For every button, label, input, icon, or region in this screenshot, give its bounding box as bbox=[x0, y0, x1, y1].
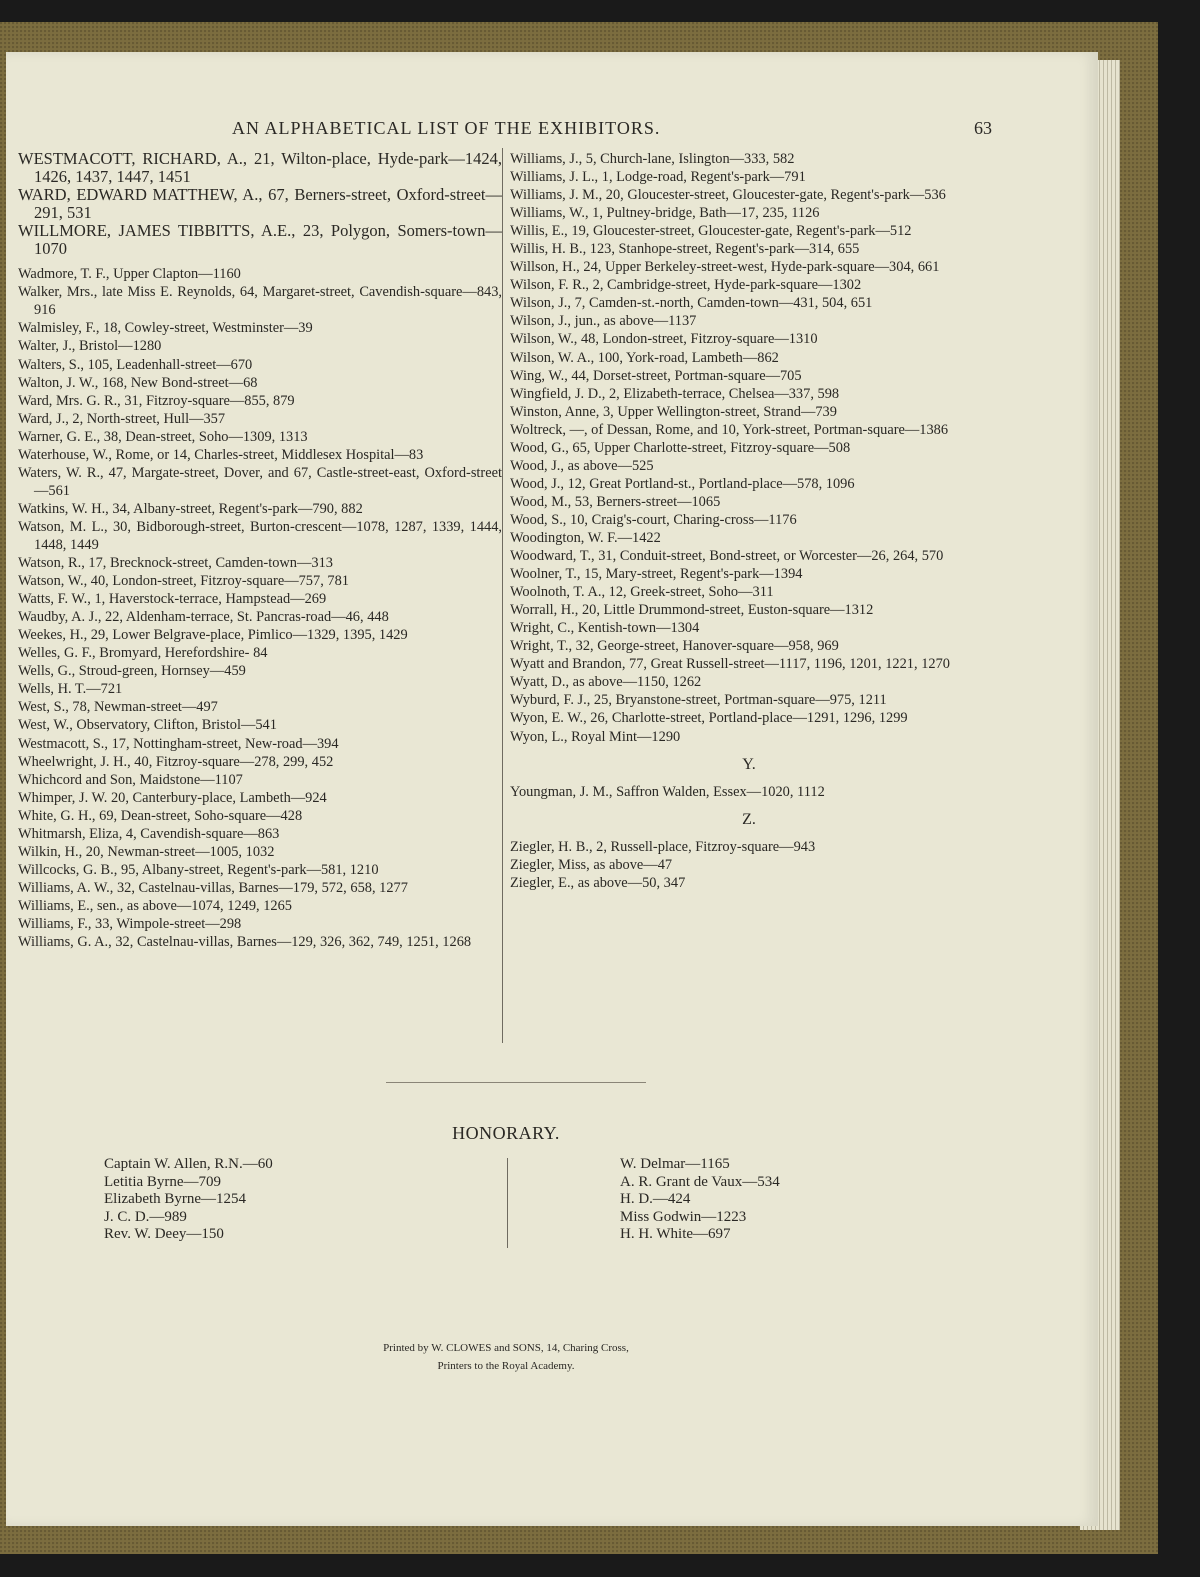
exhibitor-entry: Williams, G. A., 32, Castelnau-villas, Barnes—129, 326, 362, 749, 1251, 1268 bbox=[18, 934, 472, 951]
exhibitor-entry: Wells, G., Stroud-green, Hornsey—459 bbox=[18, 663, 246, 680]
exhibitor-entry: Worrall, H., 20, Little Drummond-street, Euston-square—1312 bbox=[510, 602, 874, 619]
honorary-entry: Elizabeth Byrne—1254 bbox=[104, 1191, 247, 1207]
exhibitor-entry: Youngman, J. M., Saffron Walden, Essex—1020, 1112 bbox=[510, 783, 825, 800]
exhibitor-entry: Westmacott, S., 17, Nottingham-street, New-road—394 bbox=[18, 735, 339, 752]
exhibitor-entry: Willson, H., 24, Upper Berkeley-street-west, Hyde-park-square—304, 661 bbox=[510, 259, 940, 276]
exhibitor-entry: Wyon, E. W., 26, Charlotte-street, Portland-place—1291, 1296, 1299 bbox=[510, 710, 908, 727]
exhibitor-entry: Walton, J. W., 168, New Bond-street—68 bbox=[18, 374, 258, 391]
exhibitor-entry: Williams, A. W., 32, Castelnau-villas, Barnes—179, 572, 658, 1277 bbox=[18, 879, 408, 896]
exhibitor-entry: Williams, J., 5, Church-lane, Islington—333, 582 bbox=[510, 151, 795, 167]
honorary-entry: Captain W. Allen, R.N.—60 bbox=[104, 1156, 273, 1172]
exhibitor-entry: Wyon, L., Royal Mint—1290 bbox=[510, 728, 681, 745]
honorary-left-list bbox=[104, 1156, 464, 1244]
honorary-title: HONORARY. bbox=[452, 1123, 560, 1143]
exhibitor-entry: Williams, F., 33, Wimpole-street—298 bbox=[18, 915, 242, 932]
imprint-line-2: Printers to the Royal Academy. bbox=[437, 1360, 575, 1372]
exhibitor-entry: Willis, E., 19, Gloucester-street, Gloucester-gate, Regent's-park—512 bbox=[510, 223, 912, 240]
right-column bbox=[510, 150, 988, 892]
exhibitor-entry: Ward, J., 2, North-street, Hull—357 bbox=[18, 410, 226, 427]
exhibitor-entry: Walter, J., Bristol—1280 bbox=[18, 338, 162, 355]
exhibitor-entry: White, G. H., 69, Dean-street, Soho-square—428 bbox=[18, 807, 303, 824]
exhibitor-entry: West, W., Observatory, Clifton, Bristol—541 bbox=[18, 717, 277, 734]
imprint-line-1: Printed by W. CLOWES and SONS, 14, Charing Cross, bbox=[383, 1342, 629, 1354]
section-letter-z: Z. bbox=[742, 810, 756, 828]
exhibitor-entry: Williams, E., sen., as above—1074, 1249, 1265 bbox=[18, 897, 293, 914]
exhibitor-entry: WARD, EDWARD MATTHEW, A., 67, Berners-street, Oxford-street—291, 531 bbox=[18, 185, 502, 223]
exhibitor-entry: Wells, H. T.—721 bbox=[18, 681, 123, 698]
exhibitor-entry: Wyburd, F. J., 25, Bryanstone-street, Portman-square—975, 1211 bbox=[510, 692, 887, 709]
exhibitor-entry: Watson, W., 40, London-street, Fitzroy-square—757, 781 bbox=[18, 573, 349, 590]
exhibitor-entry: Wyatt and Brandon, 77, Great Russell-street—1117, 1196, 1201, 1221, 1270 bbox=[510, 656, 950, 673]
entry-gap bbox=[18, 258, 502, 265]
honorary-entry: Rev. W. Deey—150 bbox=[104, 1226, 224, 1242]
exhibitor-entry: Wood, J., as above—525 bbox=[510, 457, 654, 474]
exhibitor-entry: Whitmarsh, Eliza, 4, Cavendish-square—863 bbox=[18, 825, 280, 842]
exhibitor-entry: Woodington, W. F.—1422 bbox=[510, 529, 661, 546]
book-page bbox=[6, 52, 1098, 1526]
exhibitor-entry: Ward, Mrs. G. R., 31, Fitzroy-square—855, 879 bbox=[18, 392, 295, 409]
exhibitor-entry: Watson, M. L., 30, Bidborough-street, Burton-crescent—1078, 1287, 1339, 1444, 1448, 1449 bbox=[18, 518, 502, 553]
exhibitor-entry: Wright, C., Kentish-town—1304 bbox=[510, 620, 700, 637]
exhibitor-entry: Wadmore, T. F., Upper Clapton—1160 bbox=[18, 266, 241, 283]
honorary-entry: Miss Godwin—1223 bbox=[620, 1208, 747, 1225]
left-column bbox=[18, 150, 502, 951]
exhibitor-entry: Willcocks, G. B., 95, Albany-street, Regent's-park—581, 1210 bbox=[18, 861, 379, 878]
exhibitor-entry: Woltreck, —, of Dessan, Rome, and 10, York-street, Portman-square—1386 bbox=[510, 421, 949, 438]
exhibitor-entry: Watts, F. W., 1, Haverstock-terrace, Hampstead—269 bbox=[18, 591, 327, 608]
exhibitor-entry: Williams, J. M., 20, Gloucester-street, Gloucester-gate, Regent's-park—536 bbox=[510, 187, 946, 204]
exhibitor-entry: Wilson, W. A., 100, York-road, Lambeth—862 bbox=[510, 349, 779, 366]
exhibitor-entry: Winston, Anne, 3, Upper Wellington-street, Strand—739 bbox=[510, 403, 837, 420]
page-title: AN ALPHABETICAL LIST OF THE EXHIBITORS. bbox=[232, 118, 661, 138]
column-divider bbox=[502, 148, 503, 1043]
exhibitor-entry: Ziegler, E., as above—50, 347 bbox=[510, 874, 686, 891]
honorary-entry: W. Delmar—1165 bbox=[620, 1156, 730, 1172]
exhibitor-entry: Walker, Mrs., late Miss E. Reynolds, 64, Margaret-street, Cavendish-square—843, 916 bbox=[18, 284, 502, 319]
exhibitor-entry: Wingfield, J. D., 2, Elizabeth-terrace, Chelsea—337, 598 bbox=[510, 385, 840, 402]
exhibitor-entry: Ziegler, H. B., 2, Russell-place, Fitzroy-square—943 bbox=[510, 838, 816, 855]
page-number: 63 bbox=[974, 118, 992, 138]
exhibitor-entry: Walters, S., 105, Leadenhall-street—670 bbox=[18, 356, 253, 373]
exhibitor-entry: Wright, T., 32, George-street, Hanover-square—958, 969 bbox=[510, 638, 839, 655]
honorary-entry: A. R. Grant de Vaux—534 bbox=[620, 1173, 780, 1190]
exhibitor-entry: Warner, G. E., 38, Dean-street, Soho—1309, 1313 bbox=[18, 428, 308, 445]
printer-imprint bbox=[6, 1339, 1006, 1375]
section-y-entries bbox=[510, 783, 988, 801]
exhibitor-entry: Watson, R., 17, Brecknock-street, Camden-town—313 bbox=[18, 555, 333, 572]
exhibitor-entry: Woodward, T., 31, Conduit-street, Bond-street, or Worcester—26, 264, 570 bbox=[510, 548, 944, 565]
exhibitor-entry: Welles, G. F., Bromyard, Herefordshire- 84 bbox=[18, 645, 268, 662]
exhibitor-entry: Wilson, F. R., 2, Cambridge-street, Hyde-park-square—1302 bbox=[510, 277, 862, 294]
honorary-entry: H. D.—424 bbox=[620, 1191, 691, 1207]
exhibitor-entry: Wyatt, D., as above—1150, 1262 bbox=[510, 674, 702, 691]
honorary-entry: J. C. D.—989 bbox=[104, 1208, 187, 1225]
exhibitor-entry: Williams, W., 1, Pultney-bridge, Bath—17, 235, 1126 bbox=[510, 205, 820, 222]
exhibitor-entry: Walmisley, F., 18, Cowley-street, Westminster—39 bbox=[18, 320, 313, 337]
exhibitor-entry: Whichcord and Son, Maidstone—1107 bbox=[18, 771, 243, 788]
exhibitor-entry: WILLMORE, JAMES TIBBITTS, A.E., 23, Polygon, Somers-town—1070 bbox=[18, 221, 502, 259]
exhibitor-entry: Wood, M., 53, Berners-street—1065 bbox=[510, 493, 721, 510]
exhibitor-entry: Woolner, T., 15, Mary-street, Regent's-park—1394 bbox=[510, 566, 803, 583]
exhibitor-entry: Wood, S., 10, Craig's-court, Charing-cross—1176 bbox=[510, 511, 797, 528]
exhibitor-entry: West, S., 78, Newman-street—497 bbox=[18, 699, 218, 716]
exhibitor-entry: Willis, H. B., 123, Stanhope-street, Regent's-park—314, 655 bbox=[510, 241, 860, 258]
exhibitor-entry: Williams, J. L., 1, Lodge-road, Regent's-park—791 bbox=[510, 169, 806, 186]
exhibitor-entry: Wing, W., 44, Dorset-street, Portman-square—705 bbox=[510, 367, 802, 384]
exhibitor-entry: Wood, J., 12, Great Portland-st., Portland-place—578, 1096 bbox=[510, 475, 855, 492]
exhibitor-entry: Watkins, W. H., 34, Albany-street, Regent's-park—790, 882 bbox=[18, 500, 363, 517]
exhibitor-entry: Waterhouse, W., Rome, or 14, Charles-street, Middlesex Hospital—83 bbox=[18, 446, 424, 463]
honorary-divider bbox=[507, 1158, 508, 1248]
exhibitor-entry: Wheelwright, J. H., 40, Fitzroy-square—278, 299, 452 bbox=[18, 753, 334, 770]
exhibitor-entry: WESTMACOTT, RICHARD, A., 21, Wilton-place, Hyde-park—1424, 1426, 1437, 1447, 1451 bbox=[18, 149, 502, 187]
exhibitor-entry: Wilson, J., 7, Camden-st.-north, Camden-town—431, 504, 651 bbox=[510, 295, 873, 312]
exhibitor-entry: Whimper, J. W. 20, Canterbury-place, Lambeth—924 bbox=[18, 789, 327, 806]
section-letter-y: Y. bbox=[742, 755, 756, 773]
exhibitor-entry: Waudby, A. J., 22, Aldenham-terrace, St. Pancras-road—46, 448 bbox=[18, 609, 389, 626]
section-divider-rule bbox=[386, 1082, 646, 1083]
exhibitor-entry: Woolnoth, T. A., 12, Greek-street, Soho—311 bbox=[510, 584, 774, 601]
honorary-entry: Letitia Byrne—709 bbox=[104, 1173, 222, 1190]
honorary-entry: H. H. White—697 bbox=[620, 1226, 731, 1242]
right-column-entries bbox=[510, 150, 988, 746]
exhibitor-entry: Wood, G., 65, Upper Charlotte-street, Fitzroy-square—508 bbox=[510, 439, 851, 456]
exhibitor-entry: Ziegler, Miss, as above—47 bbox=[510, 856, 673, 873]
exhibitor-entry: Wilson, J., jun., as above—1137 bbox=[510, 313, 697, 330]
section-z-entries bbox=[510, 838, 988, 892]
exhibitor-entry: Waters, W. R., 47, Margate-street, Dover, and 67, Castle-street-east, Oxford-street—561 bbox=[18, 464, 502, 499]
exhibitor-entry: Wilson, W., 48, London-street, Fitzroy-square—1310 bbox=[510, 331, 818, 348]
exhibitor-entry: Wilkin, H., 20, Newman-street—1005, 1032 bbox=[18, 843, 275, 860]
honorary-right-list bbox=[620, 1156, 980, 1244]
page-header bbox=[6, 118, 1098, 138]
exhibitor-entry: Weekes, H., 29, Lower Belgrave-place, Pimlico—1329, 1395, 1429 bbox=[18, 627, 408, 644]
